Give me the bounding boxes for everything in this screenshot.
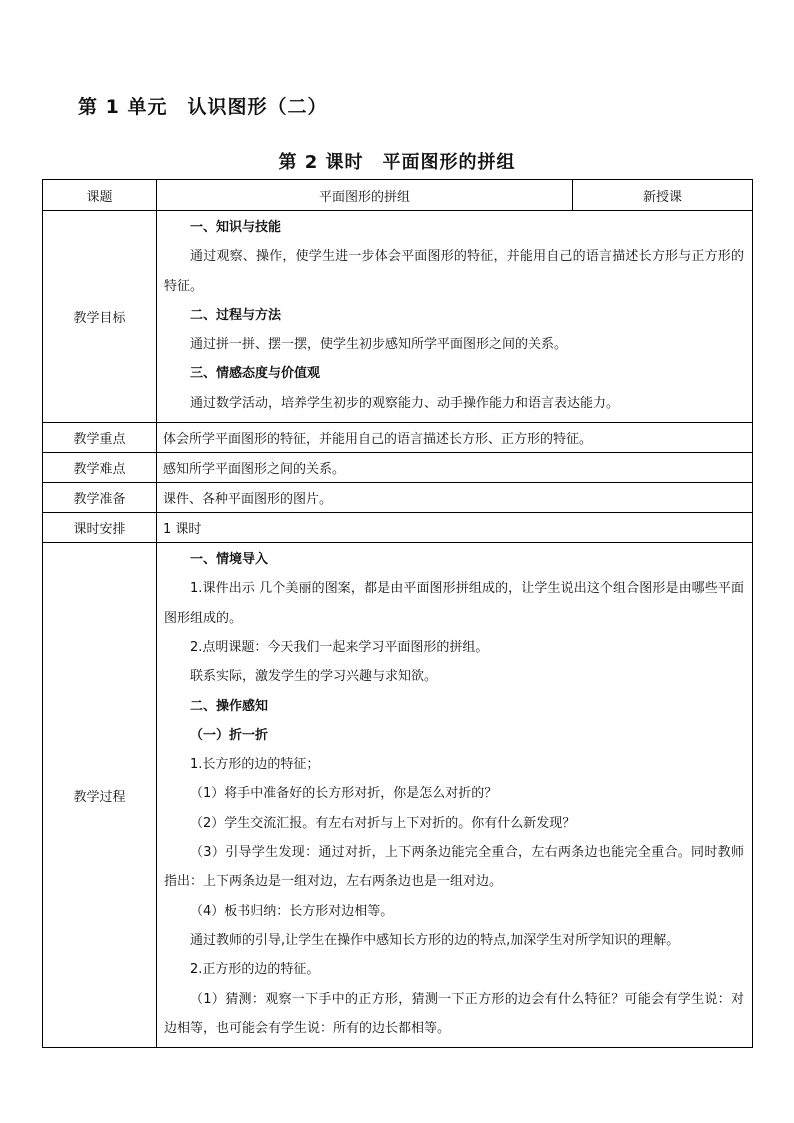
paragraph: 2.正方形的边的特征。 <box>190 962 320 978</box>
objectives-row <box>43 211 753 423</box>
schedule-value: 1 课时 <box>157 513 753 543</box>
paragraph: （1）将手中准备好的长方形对折，你是怎么对折的？ <box>190 786 498 802</box>
section-heading: 二、过程与方法 <box>190 307 282 323</box>
paragraph: 1.长方形的边的特征； <box>190 757 320 773</box>
key-point-label: 教学重点 <box>43 423 157 453</box>
unit-title: 第 1 单元 认识图形（二） <box>78 96 328 118</box>
process-label: 教学过程 <box>43 543 157 1048</box>
paragraph: 通过观察、操作，使学生进一步体会平面图形的特征，并能用自己的语言描述长方形与正方形的特征。 <box>164 249 744 294</box>
preparation-label: 教学准备 <box>43 483 157 513</box>
key-point-value: 体会所学平面图形的特征，并能用自己的语言描述长方形、正方形的特征。 <box>157 423 753 453</box>
paragraph: 通过教师的引导,让学生在操作中感知长方形的边的特点,加深学生对所学知识的理解。 <box>190 932 680 948</box>
paragraph: 通过拼一拼、摆一摆，使学生初步感知所学平面图形之间的关系。 <box>190 337 568 353</box>
key-point-row <box>43 423 753 453</box>
difficulty-value: 感知所学平面图形之间的关系。 <box>157 453 753 483</box>
section-heading: （一）折一折 <box>190 727 269 743</box>
schedule-row <box>43 513 753 543</box>
paragraph: 2.点明课题：今天我们一起来学习平面图形的拼组。 <box>190 639 489 655</box>
lesson-title: 第 2 课时 平面图形的拼组 <box>278 152 516 173</box>
section-heading: 二、操作感知 <box>190 698 269 714</box>
paragraph: （2）学生交流汇报。有左右对折与上下对折的。你有什么新发现？ <box>190 815 576 831</box>
lesson-type: 新授课 <box>573 180 753 211</box>
difficulty-row <box>43 453 753 483</box>
section-heading: 一、知识与技能 <box>190 220 282 235</box>
objectives-label: 教学目标 <box>43 211 157 423</box>
preparation-row <box>43 483 753 513</box>
header-row <box>43 180 753 211</box>
preparation-value: 课件、各种平面图形的图片。 <box>157 483 753 513</box>
schedule-label: 课时安排 <box>43 513 157 543</box>
objectives-content <box>157 211 753 423</box>
topic-label: 课题 <box>43 180 157 211</box>
paragraph: （4）板书归纳：长方形对边相等。 <box>190 903 394 919</box>
section-heading: 一、情境导入 <box>190 552 269 568</box>
section-heading: 三、情感态度与价值观 <box>190 366 321 382</box>
paragraph: 1.课件出示 几个美丽的图案，都是由平面图形拼组成的，让学生说出这个组合图形是由哪些平面图形组成的。 <box>164 581 744 626</box>
difficulty-label: 教学难点 <box>43 453 157 483</box>
paragraph: 联系实际，激发学生的学习兴趣与求知欲。 <box>190 669 438 685</box>
topic-value: 平面图形的拼组 <box>157 180 573 211</box>
process-content <box>157 543 753 1048</box>
lesson-plan-table <box>42 179 753 1048</box>
paragraph: （3）引导学生发现：通过对折，上下两条边能完全重合，左右两条边也能完全重合。同时教师指出：上下两条边是一组对边，左右两条边也是一组对边。 <box>164 845 744 890</box>
paragraph: （1）猜测：观察一下手中的正方形，猜测一下正方形的边会有什么特征？可能会有学生说：对边相等，也可能会有学生说：所有的边长都相等。 <box>164 991 744 1036</box>
process-row <box>43 543 753 1048</box>
paragraph: 通过数学活动，培养学生初步的观察能力、动手操作能力和语言表达能力。 <box>190 395 620 411</box>
